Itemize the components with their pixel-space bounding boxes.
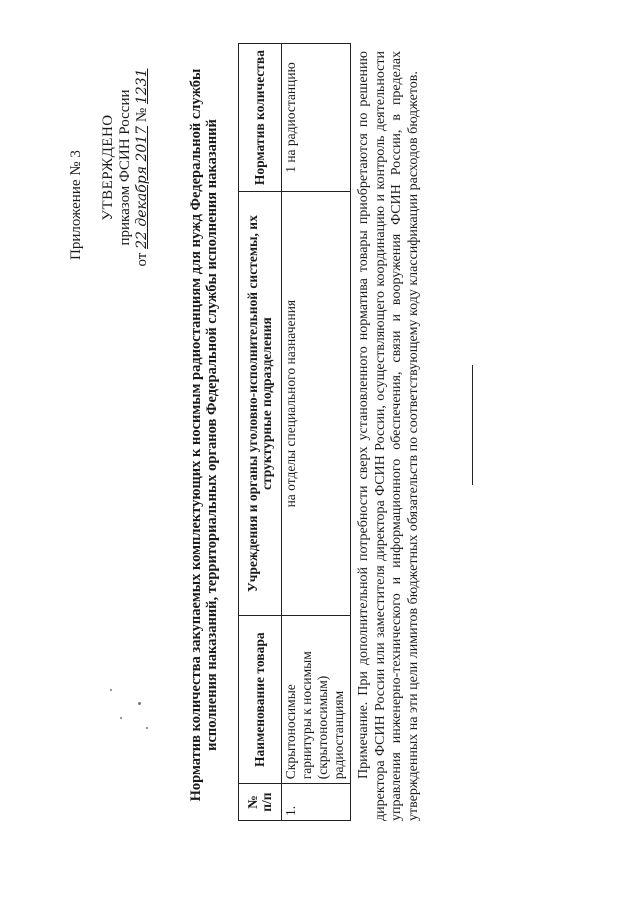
- header-name: Наименование товара: [239, 616, 282, 784]
- header-num: № п/п: [239, 784, 282, 821]
- cell-name: Скрытоносимые гарнитуры к носимым (скрытоносимым) радиостанциям: [282, 616, 351, 784]
- order-number-handwritten: 1231: [134, 68, 150, 105]
- cell-institutions: на отделы специального назначения: [282, 192, 351, 616]
- order-authority: приказом ФСИН России: [117, 89, 133, 246]
- date-prefix: от: [134, 252, 150, 267]
- table-row: [282, 44, 351, 821]
- scan-speck: [146, 727, 148, 729]
- number-prefix: №: [134, 107, 150, 123]
- approval-block: [100, 60, 151, 275]
- header-institutions: Учреждения и органы уголовно-исполнительной системы, их структурные подразделения: [239, 192, 282, 616]
- norm-table: [238, 43, 351, 821]
- approved-label: УТВЕРЖДЕНО: [100, 114, 116, 221]
- header-norm: Норматив количества: [239, 44, 282, 192]
- cell-norm: 1 на радиостанцию: [282, 44, 351, 192]
- order-date-handwritten: 22 декабря 2017: [134, 125, 150, 249]
- separator-line: [472, 365, 473, 485]
- note-paragraph: Примечание. При дополнительной потребности сверх установленного норматива товары приобретаются по решению директора ФСИН России или заместителя директора ФСИН России, осуществляющего координацию и контроль деятельности управления инженерно-технического и информационного обеспечения, связи и вооружения ФСИН России, в пределах утвержденных на эти цели лимитов бюджетных обязательств по соответствующему коду классификации расходов бюджетов.: [356, 51, 421, 821]
- scan-speck: [138, 702, 141, 705]
- order-date-line: [134, 60, 151, 275]
- cell-num: 1.: [282, 784, 351, 821]
- appendix-label: Приложение № 3: [68, 150, 84, 260]
- scan-speck: [110, 689, 112, 691]
- table-header-row: [239, 44, 282, 821]
- document-title: Норматив количества закупаемых комплектующих к носимым радиостанциям для нужд Федеральной службы исполнения наказаний, территориальных органов Федеральной службы исполнения наказаний: [188, 68, 220, 802]
- scan-speck: [120, 717, 122, 719]
